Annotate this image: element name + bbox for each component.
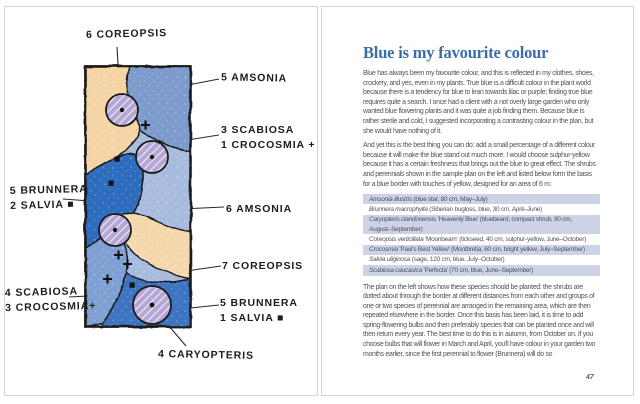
plan-label-line: 1 CROCOSMIA +: [221, 139, 316, 151]
plant-species: Amsonia illustris: [369, 195, 412, 203]
shrub-dot: [150, 303, 155, 308]
plant-species: Brunnera macrophylla: [369, 205, 428, 213]
plant-species: Crocosmia: [369, 246, 398, 254]
page-number: 47: [586, 374, 594, 381]
page-title: Blue is my favourite colour: [363, 43, 549, 62]
plan-label-line: 3 CROCOSMIA+: [5, 299, 97, 315]
plan-label-line: 3 SCABIOSA: [221, 124, 295, 136]
plan-label-brunnera-salvia-left: [10, 182, 89, 214]
plant-details: (sage, 120 cm, blue, July–October): [410, 256, 505, 264]
plan-label-coreopsis-top: [86, 26, 167, 43]
plan-label-line: 6 COREOPSIS: [85, 27, 168, 41]
plant-row: [363, 215, 600, 235]
plan-label-scabiosa-crocosmia-top: [221, 123, 315, 153]
plant-row: [363, 245, 600, 255]
plant-row: [363, 255, 600, 265]
plant-details: (blue star, 80 cm, May–July): [411, 195, 488, 203]
plant-species: Scabiosa caucasica: [369, 266, 422, 274]
plant-row: [363, 204, 600, 214]
chapter-content: [363, 43, 600, 364]
shrub-dot: [113, 228, 117, 232]
plan-label-line: 2 SALVIA ■: [10, 198, 75, 212]
plan-label-brunnera-salvia-bottom: [220, 296, 298, 326]
plan-label-line: 7 COREOPSIS: [222, 260, 304, 272]
plan-label-line: 5 AMSONIA: [220, 71, 288, 85]
plant-row: [363, 234, 600, 244]
shrub-dot: [150, 155, 154, 159]
square-marker: [130, 283, 135, 288]
plant-species: Caryopteris clandonensis: [369, 216, 436, 224]
plant-row: [363, 194, 600, 204]
plant-species: Salvia uliginosa: [369, 256, 411, 264]
paragraph: The plan on the left shows how these species should be planted: the shrubs are dotted about through the border at different distances from each other and groups of one or two species of perennial are arranged in the remaining area, which are then repeated elsewhere in the border. Once this basis has been laid, it is time to add spring-flowering bulbs and then preferably species that can be planted once and will then return every year. The best time to do this is in autumn, from October on. If you choose bulbs that will flower in March and April, you'll have colour in your garden two months earlier, since the first perennial to flower (Brunnera) will do so: [363, 283, 596, 358]
plant-list: [363, 194, 600, 275]
plant-row: [363, 265, 600, 275]
plant-details: (Siberian bugloss, blue, 30 cm, April–June): [427, 205, 542, 213]
plant-details: 'Perfecta' (70 cm, blue, June–September): [421, 266, 534, 274]
shrub-dot: [120, 108, 124, 112]
garden-plan: [85, 66, 191, 327]
plan-label-line: 4 SCABIOSA: [4, 285, 79, 300]
plan-label-line: 5 BRUNNERA: [220, 297, 298, 309]
plan-label-caryopteris: [158, 347, 254, 364]
plant-species: Coreopsis verticillata: [369, 235, 424, 243]
plan-label-scabiosa-crocosmia-bottom: [5, 284, 97, 316]
square-marker: [109, 181, 114, 186]
plant-details: 'Moonbeam' (tickseed, 40 cm, sulphur-yellow, June–October): [423, 235, 587, 243]
label-connector-line: [188, 79, 219, 85]
plan-label-coreopsis-bottom: [222, 259, 303, 274]
plan-label-line: 5 BRUNNERA: [9, 183, 88, 197]
plan-label-amsonia-mid: [226, 202, 292, 217]
plant-details: 'Paul's Best Yellow' (Montbretia, 60 cm, bright yellow, July–September): [397, 246, 585, 254]
square-marker: [115, 157, 120, 162]
plan-label-line: 4 CARYOPTERIS: [157, 348, 255, 362]
plan-label-amsonia-top: [221, 70, 287, 86]
plan-label-line: 1 SALVIA ■: [220, 312, 285, 324]
plant-details: 'Heavenly Blue' (bluebeard, compact shrub, 90 cm, August–September): [369, 216, 572, 233]
paragraph: Blue has always been my favourite colour, and this is reflected in my clothes, shoes, crockery, and yes, even in my plants. True blue is a difficult colour in the plant world because there is a tendency for blue to lean towards lilac or purple; finding true blue requires quite a search. I once had a client with a not overly large garden who only wanted blue flowering plants and it was quite a job finding them. Because blue is rather sterile and cold, I suggested incorporating a contrasting colour in the plan, but she would have nothing of it.: [363, 70, 594, 135]
paragraph: And yet this is the best thing you can do: add a small percentage of a different colour because it will make the blue stand out much more. I would choose sulphur-yellow because it has a certain freshness that brings out the blue to great effect. The shrubs and perennials shown in the sample plan on the left and listed below form the basis for a blue border with touches of yellow, designed for an area of 6 m:: [363, 142, 596, 188]
plan-label-line: 6 AMSONIA: [226, 203, 293, 215]
